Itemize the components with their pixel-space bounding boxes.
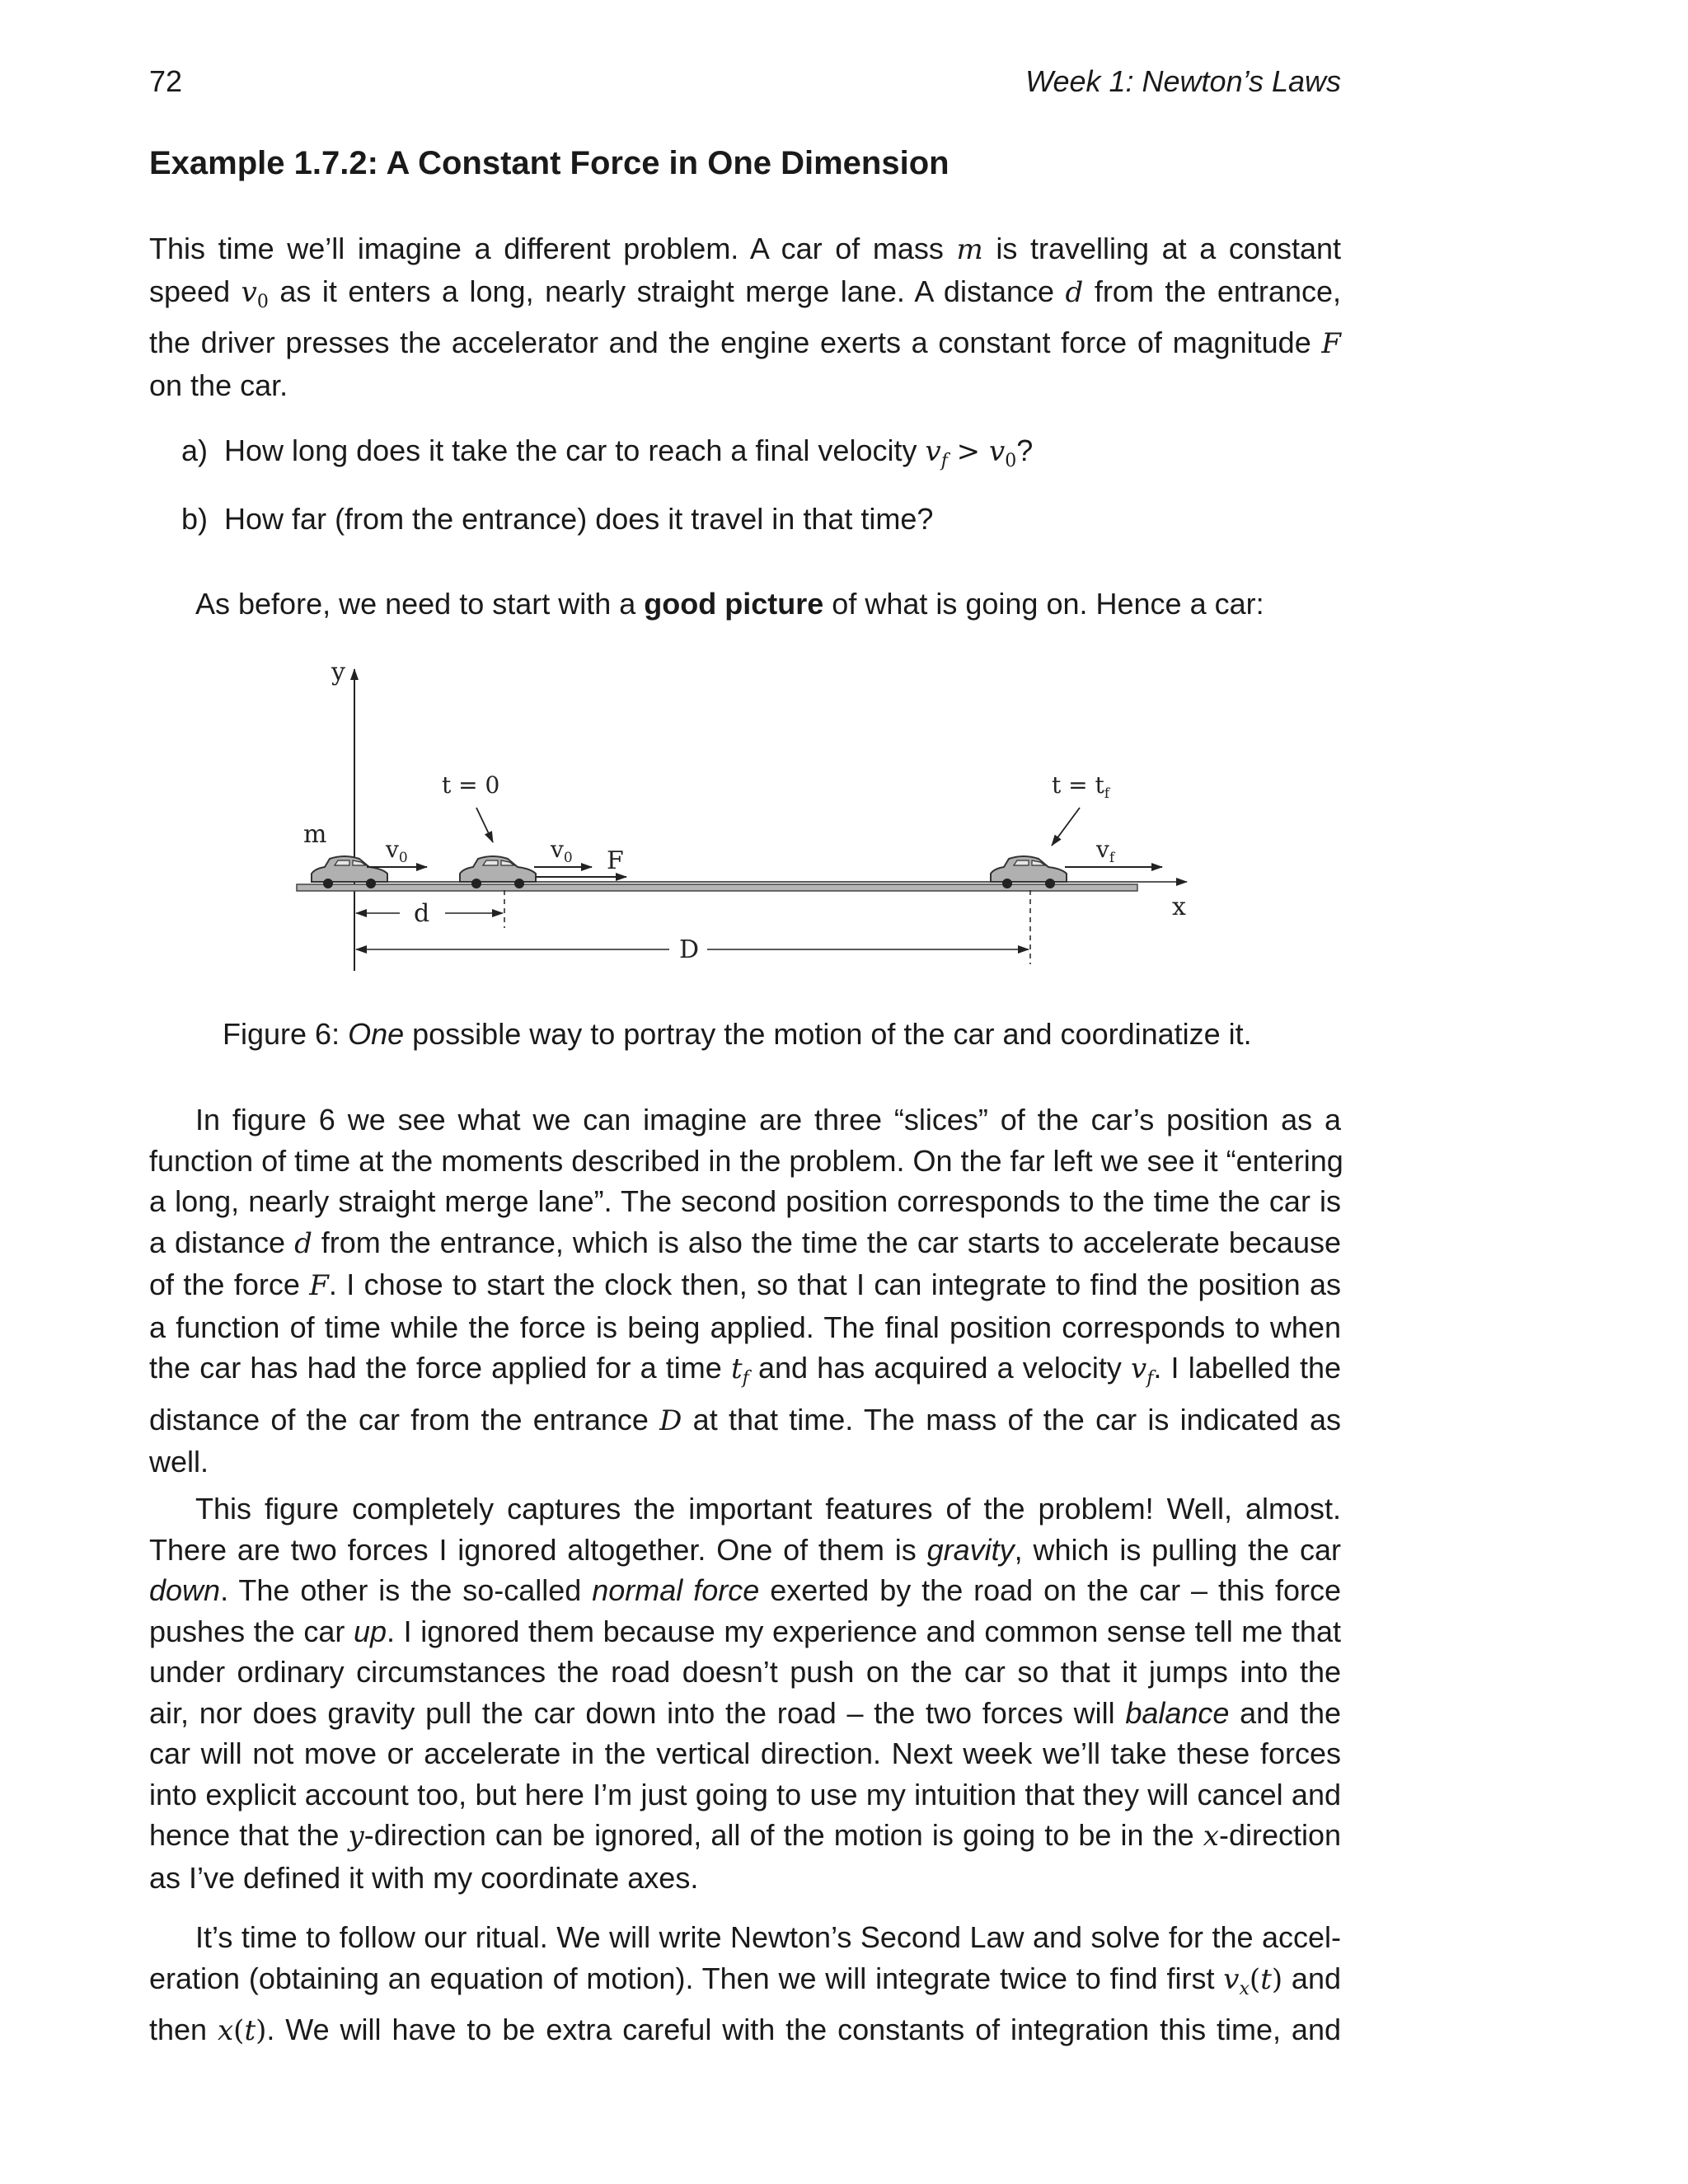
math-symbol: F (1321, 327, 1341, 360)
text-line: under ordinary circumstances the road doesn’t push on the car so that it jumps into the (149, 1655, 1341, 1689)
text-line (149, 1530, 1341, 1571)
text-run: the driver presses the accelerator and the engine exerts a constant force of magnitude (149, 326, 1322, 359)
math-symbol: y (348, 1820, 364, 1853)
car-at-tf (991, 856, 1067, 888)
text-line: This figure completely captures the important features of the problem! Well, almost. (195, 1492, 1341, 1526)
text-line (149, 1958, 1341, 2010)
text-run: as it enters a long, nearly straight merge lane. A distance (268, 274, 1066, 308)
emphasis: down (149, 1573, 221, 1607)
math-subscript: f (1146, 1368, 1154, 1389)
emphasis: gravity (926, 1532, 1015, 1567)
text-run: -direction can be ignored, all of the motion is going to be in the (363, 1818, 1203, 1852)
math-operator: > (947, 435, 989, 468)
math-symbol: t (1260, 1962, 1272, 1996)
text-line: It’s time to follow our ritual. We will write Newton’s Second Law and solve for the accel- (195, 1920, 1341, 1954)
text-run: and the (1229, 1695, 1341, 1730)
question-text: How long does it take the car to reach a final velocity (224, 434, 926, 467)
text-line (149, 1815, 1341, 1858)
question-b (181, 502, 933, 537)
text-run: is travelling at a constant (982, 232, 1341, 265)
text-run: from the entrance, (1083, 274, 1341, 308)
text-line (149, 1399, 1341, 1442)
text-run: distance of the car from the entrance (149, 1402, 660, 1436)
text-run: and has acquired a velocity (748, 1351, 1132, 1385)
question-a (181, 434, 1033, 471)
text-line (149, 322, 1341, 365)
math-symbol: x (217, 2014, 234, 2047)
text-line: on the car. (149, 368, 288, 402)
math-symbol: v (925, 435, 941, 468)
text-line (149, 271, 1341, 323)
text-line: well. (149, 1445, 209, 1479)
text-line: car will not move or accelerate in the vertical direction. Next week we’ll take these forces (149, 1736, 1341, 1770)
text-run: This time we’ll imagine a different problem. A car of mass (149, 232, 957, 265)
running-head: Week 1: Newton’s Laws (1025, 64, 1341, 98)
text-line (149, 1222, 1341, 1265)
text-run: . I ignored them because my experience and common sense tell me that (387, 1614, 1341, 1648)
math-paren: ( (233, 2014, 245, 2047)
text-run: the car has had the force applied for a time (149, 1351, 731, 1385)
math-symbol: v (988, 435, 1006, 468)
math-subscript: f (940, 451, 948, 471)
text-run: . The other is the so-called (220, 1573, 593, 1607)
caption-emphasis: One (348, 1017, 405, 1051)
paragraph-3 (149, 1917, 1341, 2052)
text-line (149, 2009, 1341, 2052)
text-run: a distance (149, 1225, 295, 1259)
tf-pointer (1052, 808, 1080, 846)
car-at-t0 (460, 856, 536, 888)
math-subscript: 0 (1005, 451, 1017, 471)
y-axis-label: y (331, 658, 345, 687)
text-run: As before, we need to start with a (195, 587, 645, 621)
text-line: a function of time while the force is being applied. The final position corresponds to when (149, 1310, 1341, 1344)
mass-label: m (303, 820, 327, 849)
text-run: . I labelled the (1153, 1351, 1342, 1385)
math-paren: ( (1249, 1962, 1261, 1996)
example-title: Example 1.7.2: A Constant Force in One Dimension (149, 145, 950, 181)
text-run: -direction (1218, 1818, 1342, 1852)
question-text: How far (from the entrance) does it travel in that time? (224, 502, 934, 536)
list-marker: a) (181, 434, 209, 467)
text-line (149, 1264, 1341, 1307)
text-run: of what is going on. Hence a car: (823, 587, 1264, 621)
question-end: ? (1016, 434, 1034, 467)
text-line (149, 1611, 1341, 1652)
math-symbol: x (1203, 1820, 1219, 1853)
emphasis: balance (1125, 1695, 1230, 1730)
car-at-entrance (312, 856, 387, 888)
list-marker: b) (181, 502, 209, 536)
text-line (149, 228, 1341, 271)
text-line (149, 1693, 1341, 1734)
text-line: as I’ve defined it with my coordinate axes. (149, 1860, 699, 1895)
math-symbol: t (244, 2014, 256, 2047)
math-symbol: v (1131, 1352, 1147, 1385)
math-symbol: D (659, 1404, 682, 1437)
figure-car-motion (288, 651, 1212, 981)
math-symbol: m (956, 233, 983, 266)
problem-statement (149, 228, 1341, 405)
text-line (149, 1347, 1341, 1399)
math-symbol: F (309, 1269, 329, 1302)
math-symbol: v (241, 275, 257, 309)
text-run: pushes the car (149, 1614, 354, 1648)
text-line (149, 1570, 1341, 1611)
paragraph-1 (149, 1099, 1341, 1483)
math-symbol: d (1065, 275, 1084, 309)
caption-prefix: Figure 6: (223, 1017, 349, 1051)
text-run: exerted by the road on the car – this force (759, 1573, 1342, 1607)
emphasis: normal force (592, 1573, 760, 1607)
math-paren: ) (1271, 1962, 1283, 1996)
text-line: a long, nearly straight merge lane”. The second position corresponds to the time the car is (149, 1184, 1341, 1218)
intro-line (195, 587, 1264, 621)
math-paren: ) (256, 2014, 267, 2047)
d-label: d (414, 899, 430, 928)
text-run: , which is pulling the car (1014, 1532, 1341, 1567)
math-symbol: v (1223, 1962, 1240, 1996)
figure-caption (223, 1017, 1252, 1052)
text-run: of the force (149, 1268, 310, 1301)
text-line: In figure 6 we see what we can imagine are three “slices” of the car’s position as a (195, 1103, 1341, 1137)
tf-label: $t = t_f$ (1052, 771, 1110, 802)
text-run: . I chose to start the clock then, so that I can integrate to find the position as (328, 1268, 1341, 1301)
text-run: air, nor does gravity pull the car down into the road – the two forces will (149, 1695, 1126, 1730)
page-number: 72 (149, 64, 183, 98)
text-run: There are two forces I ignored altogether. One of them is (149, 1532, 927, 1567)
v0-label-2: $v_0$ (551, 836, 573, 866)
t0-pointer (476, 808, 493, 842)
text-run: speed (149, 274, 241, 308)
math-symbol: d (294, 1226, 312, 1260)
text-line: into explicit account too, but here I’m just going to use my intuition that they will cancel and (149, 1777, 1341, 1811)
math-subscript: f (742, 1368, 749, 1389)
paragraph-2 (149, 1488, 1341, 1898)
caption-text: possible way to portray the motion of the car and coordinatize it. (404, 1017, 1252, 1051)
text-run: then (149, 2013, 218, 2046)
text-run: and (1282, 1961, 1341, 1995)
v0-label-1: $v_0$ (386, 836, 408, 866)
text-run: hence that the (149, 1818, 349, 1852)
math-symbol: t (730, 1352, 743, 1385)
text-run: at that time. The mass of the car is indicated as (682, 1402, 1341, 1436)
t0-label: t = 0 (442, 771, 500, 799)
D-label: D (679, 935, 700, 964)
figure-diagram (288, 651, 1212, 981)
text-line: function of time at the moments described in the problem. On the far left we see it “entering (149, 1143, 1343, 1178)
math-subscript: x (1239, 1978, 1250, 1999)
x-axis-label: x (1172, 893, 1186, 921)
vf-label: $v_f$ (1096, 836, 1115, 866)
text-run: . We will have to be extra careful with the constants of integration this time, and (266, 2013, 1341, 2046)
emphasis: up (353, 1614, 387, 1648)
bold-phrase: good picture (644, 587, 824, 621)
text-run: from the entrance, which is also the time the car starts to accelerate because (312, 1225, 1341, 1259)
text-run: eration (obtaining an equation of motion). Then we will integrate twice to find first (149, 1961, 1224, 1995)
math-subscript: 0 (256, 291, 269, 312)
force-label: F (607, 846, 624, 875)
